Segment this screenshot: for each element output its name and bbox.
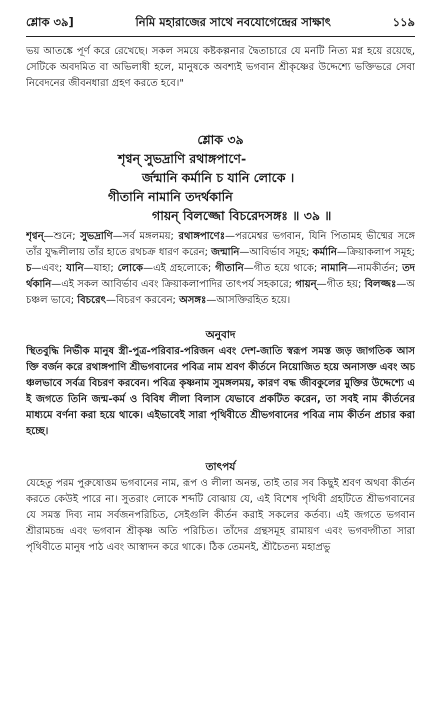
- verse-line-1: শৃণ্বন্ সুভদ্রাণি রথাঙ্গপাণে-: [118, 151, 247, 166]
- synonym-term: তদর্থকানি: [26, 263, 415, 290]
- synonym-meaning: —এবং;: [31, 263, 67, 274]
- synonym-term: বিলজ্জঃ: [364, 279, 397, 290]
- verse-heading: শ্লোক ৩৯: [197, 132, 244, 147]
- synonym-meaning: —এই গ্রহলোকে;: [143, 263, 216, 274]
- synonym-term: লোকে: [117, 263, 144, 274]
- synonym-meaning: —গীত হয়ে থাকে;: [243, 263, 322, 274]
- synonym-term: গায়ন্: [295, 279, 317, 290]
- purport-paragraph: যেহেতু পরম পুরুষোত্তম ভগবানের নাম, রূপ ও লীলা অনন্ত, তাই তার সব কিছুই শ্রবণ অথবা কীর্তন করতে কেউই পারে না। সুতরাং লোকে শব্দটি বোঝায় যে, এই বিশেষ পৃথিবী গ্রহটিতে শ্রীভগবানের যে সমস্ত দিব্য নাম সর্বজনপরিচিত, সেইগুলি কীর্তন করাই সকলের কর্তব্য। এই জগতে ভগবান শ্রীরামচন্দ্র এবং ভগবান শ্রীকৃষ্ণ অতি পরিচিত। তাঁদের গ্রন্থসমূহ রামায়ণ এবং ভগবদ্গীতা সারা পৃথিবীতে মানুষ পাঠ এবং আস্বাদন করে থাকে। ঠিক তেমনই, শ্রীচৈতন্য মহাপ্রভু: [26, 478, 415, 553]
- synonym-meaning: —এই সকল আবির্ভাব এবং ক্রিয়াকলাপাদির তাৎপর্য সহকারে;: [51, 279, 296, 290]
- running-header: [26, 14, 415, 37]
- synonym-term: গীতানি: [215, 263, 244, 274]
- translation-heading: অনুবাদ: [205, 329, 236, 341]
- translation-paragraph: স্থিতবুদ্ধি নির্ভীক মানুষ স্ত্রী-পুত্র-পরিবার-পরিজন এবং দেশ-জাতি স্বরূপ সমস্ত জড় জাগতিক আসক্তি বর্জন করে রথাঙ্গপাণি শ্রীভগবানের পবিত্র নাম শ্রবণ কীর্তনে নিয়োজিত হয়ে অনাসক্ত এবং অচঞ্চলভাবে সর্বত্র বিচরণ করবেন। পবিত্র কৃষ্ণনাম সুমঙ্গলময়, কারণ বদ্ধ জীবকুলের মুক্তির উদ্দেশ্যে এই জগতে তিনি জন্ম-কর্ম ও বিবিধ লীলা বিলাস যেভাবে প্রকটিত করেন, তা সবই নাম কীর্তনের মাধ্যমে বর্ণনা করা হয়ে থাকে। এইভাবেই সারা পৃথিবীতে শ্রীভগবানের পবিত্র নাম কীর্তন প্রচার করা হচ্ছে।: [26, 346, 415, 437]
- intro-paragraph: ভয় আতঙ্কে পূর্ণ করে রেখেছে। সকল সময়ে কষ্টকল্পনার দ্বৈতাচারে যে মনটি নিত্য মগ্ন হয়ে রয়েছে, সেটিকে অবদমিত বা অভিলাষী হলে, মানুষকে অবশ্যই ভগবান শ্রীকৃষ্ণের উদ্দেশ্যে ভক্তিভরে সেবা নিবেদনের জীবনধারা গ্রহণ করতে হবে।": [26, 46, 415, 89]
- synonym-term: যানি: [66, 263, 84, 274]
- header-verse-ref: শ্লোক ৩৯]: [26, 15, 74, 29]
- synonym-meaning: —যাহা;: [83, 263, 118, 274]
- synonym-term: অসঙ্গঃ: [179, 295, 207, 306]
- synonym-meaning: —অচঞ্চল ভাবে;: [26, 279, 415, 306]
- synonym-meaning: —নামকীর্তন;: [347, 263, 403, 274]
- synonym-meaning: —বিচরণ করবেন;: [105, 295, 180, 306]
- verse-line-4: গায়ন্ বিলজ্জো বিচরেদসঙ্গঃ ॥ ৩৯ ॥: [152, 208, 332, 223]
- synonym-term: কর্মানি: [312, 247, 337, 258]
- synonym-meaning: —আসক্তিরহিত হয়ে।: [206, 295, 291, 306]
- purport-heading: তাৎপর্য: [205, 461, 236, 473]
- synonym-term: চ: [26, 263, 32, 274]
- synonym-meaning: —শুনে;: [43, 231, 81, 242]
- synonym-meaning: —গীত হয়;: [316, 279, 365, 290]
- synonym-meaning: —পরমেশ্বর ভগবান, যিনি পিতামহ ভীষ্মের সঙ্গে তাঁর যুদ্ধলীলায় তাঁর হাতে রথচক্র ধারণ করেন;: [26, 231, 415, 258]
- synonym-meaning: —সর্ব মঙ্গলময়;: [112, 231, 179, 242]
- synonym-term: নামানি: [321, 263, 348, 274]
- verse-line-3: গীতানি নামানি তদর্থকানি: [108, 189, 233, 204]
- page-number: ১১৯: [392, 15, 415, 29]
- synonym-meaning: —ক্রিয়াকলাপ সমূহ;: [336, 247, 415, 258]
- synonym-meaning: —আবির্ভাব সমূহ;: [239, 247, 313, 258]
- synonym-term: সুভদ্রাণি: [80, 231, 113, 242]
- header-chapter-title: নিমি মহারাজের সাথে নবযোগেন্দ্রের সাক্ষাৎ: [135, 15, 331, 29]
- synonym-term: বিচরেৎ: [77, 295, 106, 306]
- synonym-term: রথাঙ্গপাণেঃ: [178, 231, 226, 242]
- synonym-term: জন্মানি: [211, 247, 240, 258]
- verse-line-2: র্জন্মানি কর্মানি চ যানি লোকে ।: [142, 170, 295, 185]
- synonym-term: শৃণ্বন্: [26, 231, 44, 242]
- synonyms-paragraph: [26, 229, 415, 325]
